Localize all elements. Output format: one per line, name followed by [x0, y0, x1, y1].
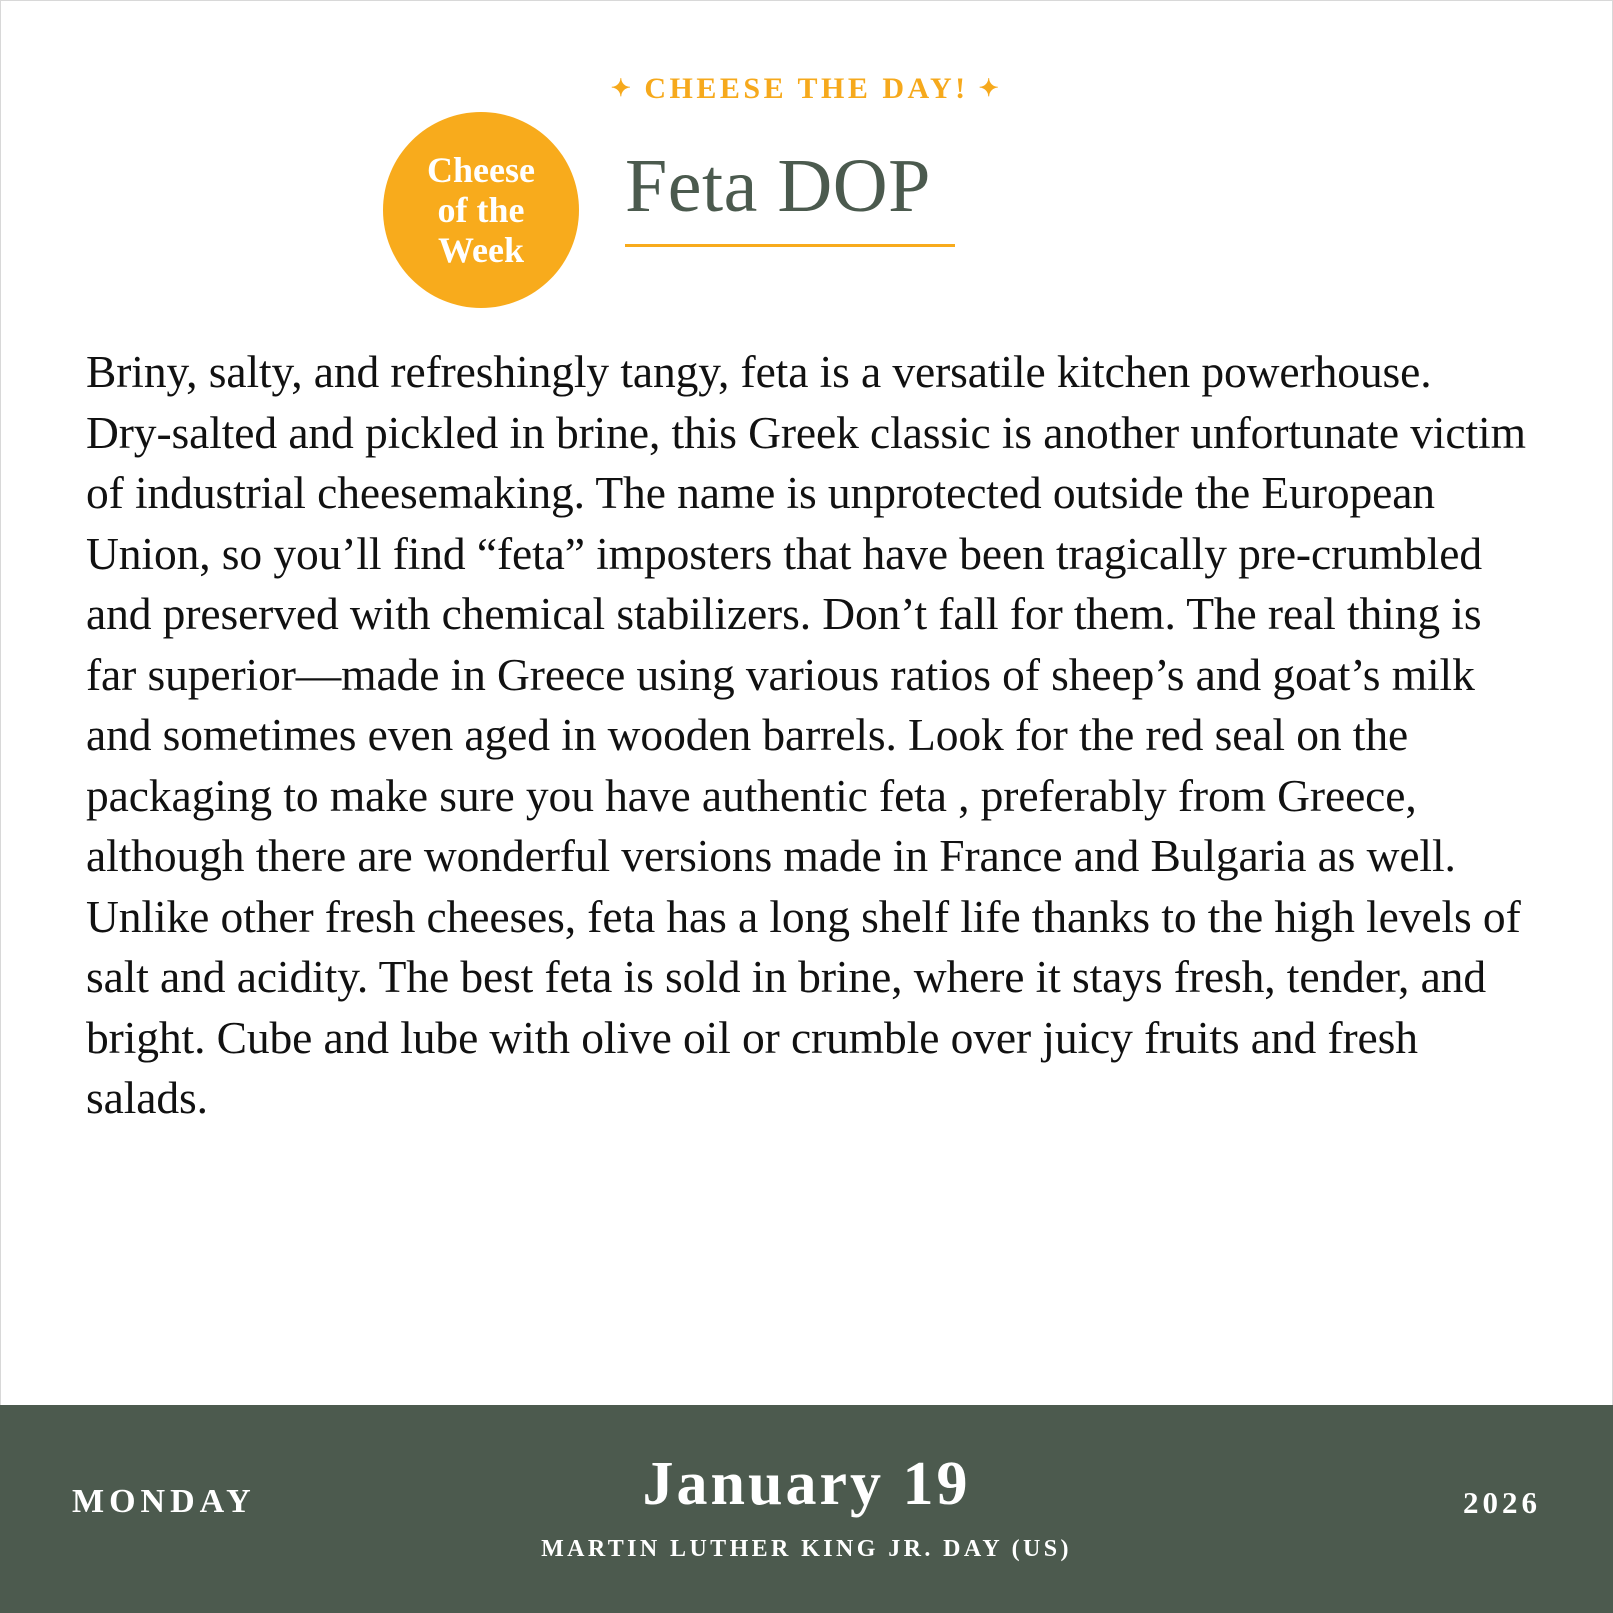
footer-weekday: MONDAY: [72, 1483, 256, 1520]
date-footer: [0, 1405, 1613, 1613]
kicker-text: CHEESE THE DAY!: [644, 72, 969, 105]
page-header: [0, 0, 1613, 330]
footer-date: January 19: [642, 1450, 971, 1518]
footer-holiday: MARTIN LUTHER KING JR. DAY (US): [541, 1536, 1072, 1562]
sparkle-left-icon: ✦: [610, 76, 635, 102]
body-paragraph: Briny, salty, and refreshingly tangy, feta is a versatile kitchen powerhouse. Dry-salted and pickled in brine, this Greek classic is another unfortunate victim of industrial cheesemaking. The name is unprotected outside the European Union, so you’ll find “feta” imposters that have been tragically pre-crumbled and preserved with chemical stabilizers. Don’t fall for them. The real thing is far superior—made in Greece using various ratios of sheep’s and goat’s milk and sometimes even aged in wooden barrels. Look for the red seal on the packaging to make sure you have authentic feta , preferably from Greece, although there are wonderful versions made in France and Bulgaria as well. Unlike other fresh cheeses, feta has a long shelf life thanks to the high levels of salt and acidity. The best feta is sold in brine, where it stays fresh, tender, and bright. Cube and lube with olive oil or crumble over juicy fruits and fresh salads.: [86, 346, 1526, 1123]
title-underline: [625, 244, 955, 247]
cheese-of-the-week-badge: [383, 112, 579, 308]
footer-year: 2026: [1463, 1485, 1541, 1520]
sparkle-right-icon: ✦: [978, 76, 1003, 102]
badge-line-3: Week: [438, 230, 524, 271]
kicker-banner: [0, 72, 1613, 106]
title-block: [625, 144, 965, 247]
page-title: Feta DOP: [625, 144, 931, 228]
article-body: [0, 330, 1613, 1405]
footer-center-block: [0, 1449, 1613, 1563]
badge-line-1: Cheese: [427, 149, 535, 190]
badge-line-2: of the: [437, 189, 525, 230]
